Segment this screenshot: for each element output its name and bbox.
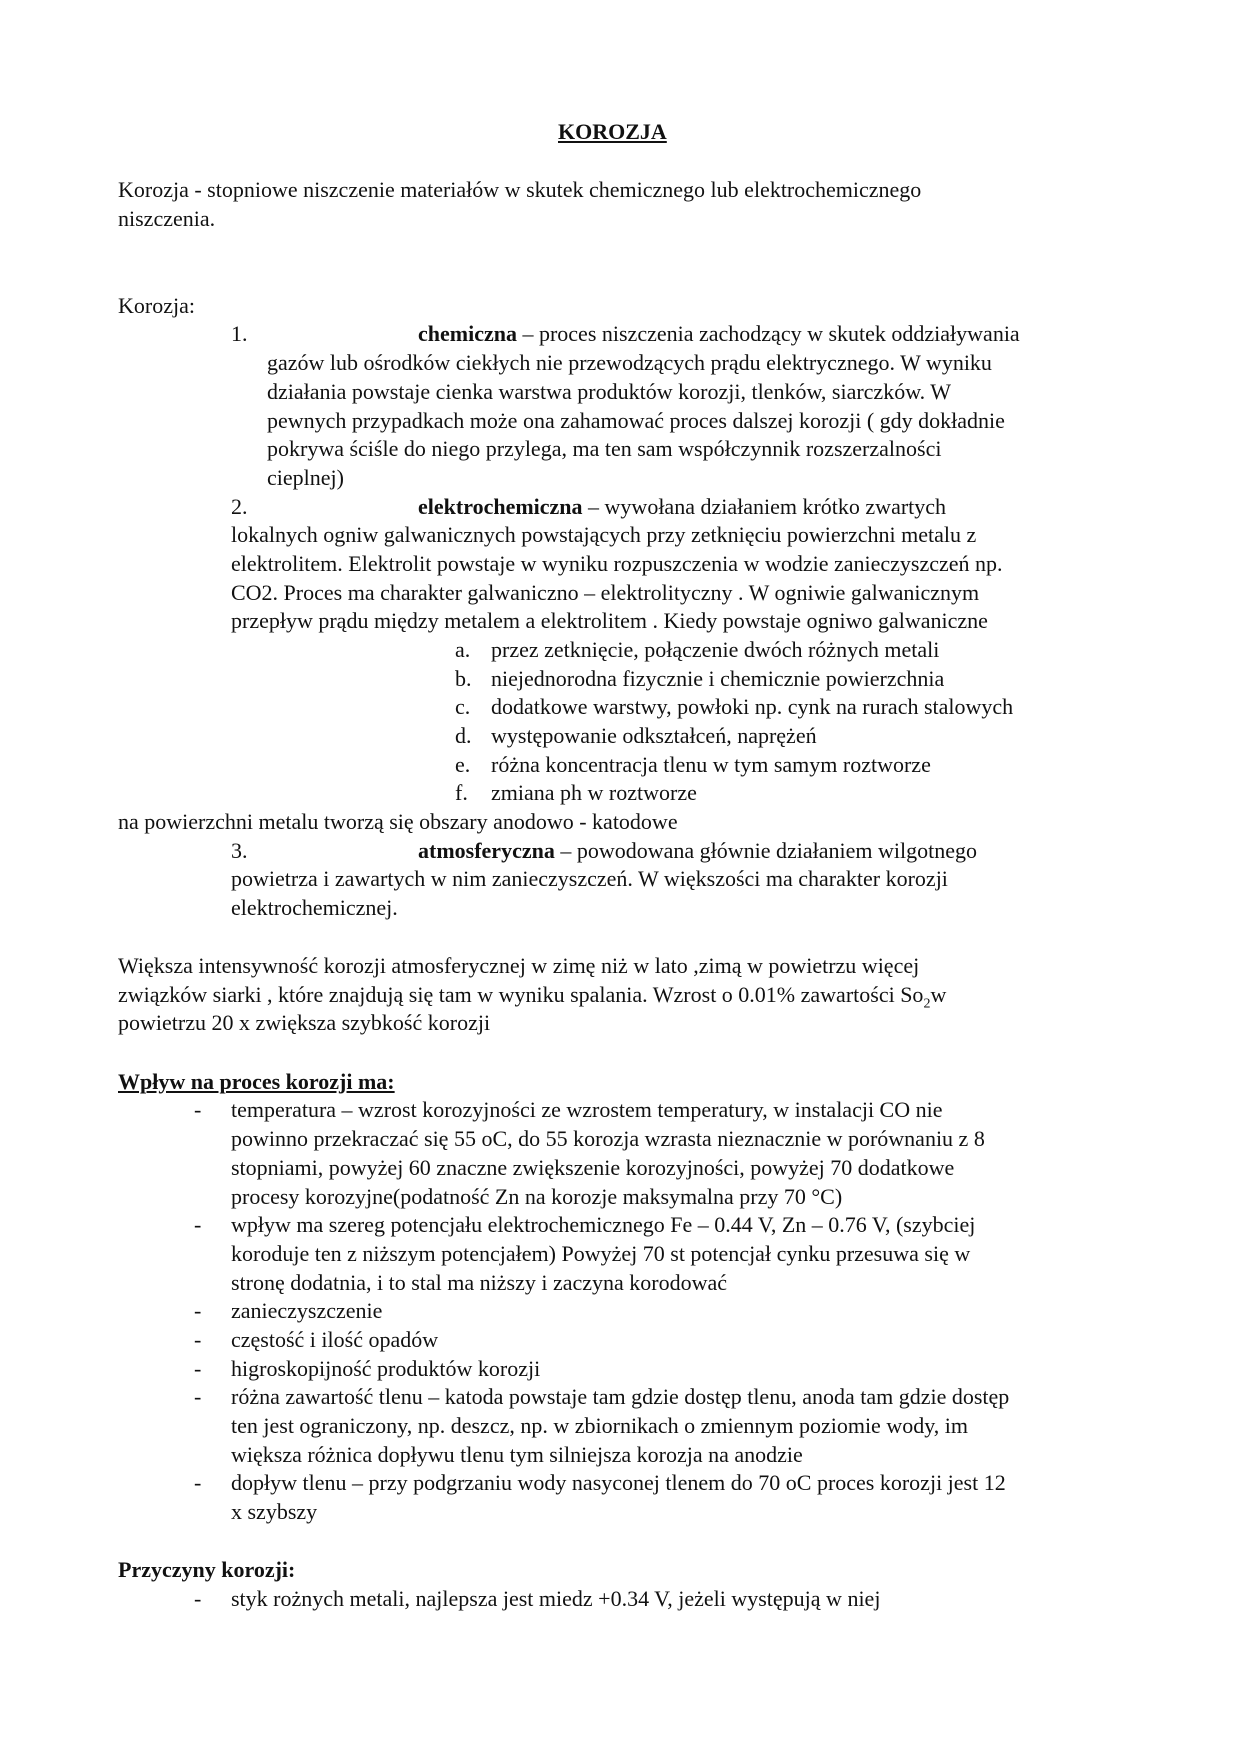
body-line: lokalnych ogniw galwanicznych powstających przy zetknięciu powierzchni metalu z [231,522,977,547]
section-heading: Przyczyny korozji: [118,1557,296,1582]
types-intro: Korozja: [118,293,195,318]
subitem-letter: a. [455,637,471,662]
body-line: CO2. Proces ma charakter galwaniczno – elektrolityczny . W ogniwie galwanicznym [231,580,980,605]
bullet-line: temperatura – wzrost korozyjności ze wzrostem temperatury, w instalacji CO nie [231,1097,943,1122]
paragraph-line: powietrzu 20 x zwiększa szybkość korozji [118,1010,491,1035]
type-term: chemiczna [418,321,517,346]
subitem-text: zmiana ph w roztworze [491,780,697,805]
type-term: elektrochemiczna [418,494,583,519]
page-title: KOROZJA [558,119,667,144]
bullet-line: styk rożnych metali, najlepsza jest miedz +0.34 V, jeżeli występują w niej [231,1586,881,1611]
paragraph-text: w [930,982,947,1007]
body-line: powietrza i zawartych w nim zanieczyszczeń. W większości ma charakter korozji [231,866,948,891]
bullet-dash: - [194,1298,202,1323]
body-line: pokrywa ściśle do niego przylega, ma ten sam współczynnik rozszerzalności [267,436,942,461]
body-line: elektrolitem. Elektrolit powstaje w wyniku rozpuszczenia w wodzie zanieczyszczeń np. [231,551,1003,576]
bullet-dash: - [194,1384,202,1409]
subitem-letter: b. [455,666,472,691]
body-line: na powierzchni metalu tworzą się obszary anodowo - katodowe [118,809,678,834]
subitem-text: przez zetknięcie, połączenie dwóch różnych metali [491,637,940,662]
bullet-line: procesy korozyjne(podatność Zn na korozje maksymalna przy 70 °C) [231,1184,843,1209]
subitem-text: niejednorodna fizycznie i chemicznie powierzchnia [491,666,945,691]
body-line: przepływ prądu między metalem a elektrolitem . Kiedy powstaje ogniwo galwaniczne [231,608,988,633]
subscript: 2 [923,996,931,1012]
subitem-text: dodatkowe warstwy, powłoki np. cynk na rurach stalowych [491,694,1014,719]
bullet-dash: - [194,1212,202,1237]
bullet-line: częstość i ilość opadów [231,1327,439,1352]
type-description: – powodowana głównie działaniem wilgotnego [554,838,978,863]
bullet-dash: - [194,1356,202,1381]
type-heading-line [418,321,1020,347]
body-line: cieplnej) [267,465,344,490]
bullet-dash: - [194,1586,202,1611]
paragraph-line: Większa intensywność korozji atmosferycznej w zimę niż w lato ,zimą w powietrzu więcej [118,953,920,978]
bullet-line: stronę dodatnia, i to stal ma niższy i zaczyna korodować [231,1270,728,1295]
bullet-line: większa różnica dopływu tlenu tym silniejsza korozja na anodzie [231,1442,803,1467]
type-term: atmosferyczna [418,838,555,863]
subitem-letter: e. [455,752,471,777]
item-number: 1. [231,321,248,346]
item-number: 2. [231,494,248,519]
bullet-dash: - [194,1470,202,1495]
bullet-line: stopniami, powyżej 60 znaczne zwiększenie korozyjności, powyżej 70 dodatkowe [231,1155,955,1180]
subitem-letter: d. [455,723,472,748]
body-line: elektrochemicznej. [231,895,398,920]
bullet-line: ten jest ograniczony, np. deszcz, np. w zbiornikach o zmiennym poziomie wody, im [231,1413,968,1438]
type-heading-line [418,838,977,864]
item-number: 3. [231,838,248,863]
subitem-letter: f. [455,780,468,805]
bullet-line: koroduje ten z niższym potencjałem) Powyżej 70 st potencjał cynku przesuwa się w [231,1241,971,1266]
subitem-text: różna koncentracja tlenu w tym samym roztworze [491,752,931,777]
paragraph-text: związków siarki , które znajdują się tam w wyniku spalania. Wzrost o 0.01% zawartości So [118,982,924,1007]
body-line: pewnych przypadkach może ona zahamować proces dalszej korozji ( gdy dokładnie [267,408,1005,433]
bullet-line: powinno przekraczać się 55 oC, do 55 korozja wzrasta nieznacznie w porównaniu z 8 [231,1126,985,1151]
bullet-dash: - [194,1097,202,1122]
bullet-line: zanieczyszczenie [231,1298,383,1323]
type-description: – proces niszczenia zachodzący w skutek oddziaływania [516,321,1020,346]
bullet-line: higroskopijność produktów korozji [231,1356,541,1381]
bullet-line: x szybszy [231,1499,318,1524]
bullet-dash: - [194,1327,202,1352]
type-description: – wywołana działaniem krótko zwartych [582,494,947,519]
definition-line: niszczenia. [118,206,216,231]
definition-line: Korozja - stopniowe niszczenie materiałów w skutek chemicznego lub elektrochemicznego [118,177,922,202]
body-line: działania powstaje cienka warstwa produktów korozji, tlenków, siarczków. W [267,379,952,404]
subitem-letter: c. [455,694,471,719]
bullet-line: dopływ tlenu – przy podgrzaniu wody nasyconej tlenem do 70 oC proces korozji jest 12 [231,1470,1006,1495]
bullet-line: różna zawartość tlenu – katoda powstaje tam gdzie dostęp tlenu, anoda tam gdzie dostęp [231,1384,1010,1409]
body-line: gazów lub ośrodków ciekłych nie przewodzących prądu elektrycznego. W wyniku [267,350,992,375]
section-heading: Wpływ na proces korozji ma: [118,1069,395,1094]
bullet-line: wpływ ma szereg potencjału elektrochemicznego Fe – 0.44 V, Zn – 0.76 V, (szybciej [231,1212,976,1237]
type-heading-line [418,494,946,520]
subitem-text: występowanie odkształceń, naprężeń [491,723,817,748]
